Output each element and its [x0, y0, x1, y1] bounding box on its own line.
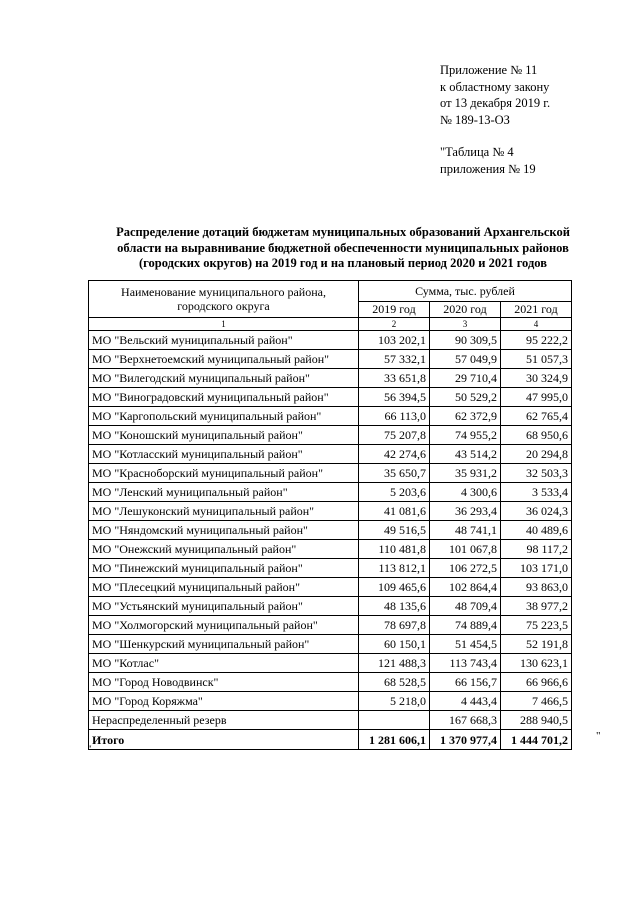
header-name-column: Наименование муниципального района, городского округа — [89, 281, 359, 318]
table-row — [89, 692, 572, 711]
column-index: 2 — [359, 318, 430, 331]
table-appendix-ref: приложения № 19 — [440, 161, 536, 176]
value-2019: 109 465,6 — [359, 578, 430, 597]
municipality-name: МО "Виноградовский муниципальный район" — [89, 388, 359, 407]
municipality-name: МО "Няндомский муниципальный район" — [89, 521, 359, 540]
table-row — [89, 426, 572, 445]
value-2019: 33 651,8 — [359, 369, 430, 388]
table-row — [89, 350, 572, 369]
value-2019: 5 218,0 — [359, 692, 430, 711]
appendix-law-number: № 189-13-ОЗ — [440, 112, 510, 127]
table-row — [89, 559, 572, 578]
value-2021: 38 977,2 — [501, 597, 572, 616]
value-2020: 48 741,1 — [430, 521, 501, 540]
value-2021: 52 191,8 — [501, 635, 572, 654]
header-year-2020: 2020 год — [430, 301, 501, 317]
municipality-name: МО "Город Новодвинск" — [89, 673, 359, 692]
table-row — [89, 673, 572, 692]
municipality-name: МО "Плесецкий муниципальный район" — [89, 578, 359, 597]
table-row — [89, 331, 572, 350]
value-2020: 4 300,6 — [430, 483, 501, 502]
value-2019: 103 202,1 — [359, 331, 430, 350]
value-2021: 66 966,6 — [501, 673, 572, 692]
municipality-name: МО "Котласский муниципальный район" — [89, 445, 359, 464]
value-2019: 56 394,5 — [359, 388, 430, 407]
appendix-header — [440, 62, 630, 177]
title-line-1: Распределение дотаций бюджетам муниципальных образований Архангельской — [116, 225, 570, 239]
value-2019: 78 697,8 — [359, 616, 430, 635]
value-2021: 51 057,3 — [501, 350, 572, 369]
municipality-name: МО "Шенкурский муниципальный район" — [89, 635, 359, 654]
column-index: 3 — [430, 318, 501, 331]
value-2020: 90 309,5 — [430, 331, 501, 350]
value-2021: 75 223,5 — [501, 616, 572, 635]
municipality-name: МО "Устьянский муниципальный район" — [89, 597, 359, 616]
title-line-3: (городских округов) на 2019 год и на плановый период 2020 и 2021 годов — [139, 256, 547, 270]
value-2021: 20 294,8 — [501, 445, 572, 464]
subsidy-table — [88, 280, 572, 750]
municipality-name: Нераспределенный резерв — [89, 711, 359, 730]
value-2020: 101 067,8 — [430, 540, 501, 559]
value-2020: 36 293,4 — [430, 502, 501, 521]
closing-quote: " — [596, 730, 601, 742]
municipality-name: МО "Вельский муниципальный район" — [89, 331, 359, 350]
value-2019: 68 528,5 — [359, 673, 430, 692]
title-line-2: области на выравнивание бюджетной обеспеченности муниципальных районов — [117, 240, 569, 255]
value-2020: 48 709,4 — [430, 597, 501, 616]
value-2021: 103 171,0 — [501, 559, 572, 578]
header-year-2021: 2021 год — [501, 301, 572, 317]
value-2019: 121 488,3 — [359, 654, 430, 673]
value-2021: 93 863,0 — [501, 578, 572, 597]
table-row — [89, 711, 572, 730]
value-2019: 42 274,6 — [359, 445, 430, 464]
value-2019: 113 812,1 — [359, 559, 430, 578]
value-2020: 50 529,2 — [430, 388, 501, 407]
value-2020: 74 889,4 — [430, 616, 501, 635]
value-2019: 49 516,5 — [359, 521, 430, 540]
municipality-name: МО "Красноборский муниципальный район" — [89, 464, 359, 483]
table-row — [89, 654, 572, 673]
value-2020: 57 049,9 — [430, 350, 501, 369]
total-2019: 1 281 606,1 — [359, 730, 430, 750]
value-2020: 62 372,9 — [430, 407, 501, 426]
value-2019: 41 081,6 — [359, 502, 430, 521]
municipality-name: МО "Город Коряжма" — [89, 692, 359, 711]
value-2019: 110 481,8 — [359, 540, 430, 559]
value-2021: 36 024,3 — [501, 502, 572, 521]
appendix-law-date: от 13 декабря 2019 г. — [440, 96, 551, 110]
value-2021: 40 489,6 — [501, 521, 572, 540]
stray-quote-mark: " — [88, 744, 92, 754]
header-sum-column: Сумма, тыс. рублей — [359, 281, 572, 302]
document-title — [100, 225, 586, 272]
table-row — [89, 616, 572, 635]
municipality-name: МО "Каргопольский муниципальный район" — [89, 407, 359, 426]
table-number: "Таблица № 4 — [440, 145, 514, 159]
total-row — [89, 730, 572, 750]
municipality-name: МО "Котлас" — [89, 654, 359, 673]
value-2021: 32 503,3 — [501, 464, 572, 483]
value-2019: 5 203,6 — [359, 483, 430, 502]
value-2019: 75 207,8 — [359, 426, 430, 445]
appendix-law-ref: к областному закону — [440, 79, 550, 94]
value-2019 — [359, 711, 430, 730]
value-2021: 130 623,1 — [501, 654, 572, 673]
value-2021: 47 995,0 — [501, 388, 572, 407]
value-2019: 60 150,1 — [359, 635, 430, 654]
header-year-2019: 2019 год — [359, 301, 430, 317]
value-2021: 288 940,5 — [501, 711, 572, 730]
total-2021: 1 444 701,2 — [501, 730, 572, 750]
column-index: 4 — [501, 318, 572, 331]
municipality-name: МО "Лешуконский муниципальный район" — [89, 502, 359, 521]
value-2021: 30 324,9 — [501, 369, 572, 388]
appendix-number: Приложение № 11 — [440, 63, 538, 77]
value-2021: 68 950,6 — [501, 426, 572, 445]
table-row — [89, 502, 572, 521]
value-2019: 57 332,1 — [359, 350, 430, 369]
value-2019: 48 135,6 — [359, 597, 430, 616]
municipality-name: МО "Вилегодский муниципальный район" — [89, 369, 359, 388]
table-row — [89, 388, 572, 407]
value-2019: 66 113,0 — [359, 407, 430, 426]
value-2020: 29 710,4 — [430, 369, 501, 388]
value-2020: 35 931,2 — [430, 464, 501, 483]
municipality-name: МО "Ленский муниципальный район" — [89, 483, 359, 502]
table-row — [89, 578, 572, 597]
value-2021: 3 533,4 — [501, 483, 572, 502]
table-row — [89, 597, 572, 616]
value-2019: 35 650,7 — [359, 464, 430, 483]
table-row — [89, 635, 572, 654]
value-2020: 4 443,4 — [430, 692, 501, 711]
table-row — [89, 445, 572, 464]
value-2020: 51 454,5 — [430, 635, 501, 654]
value-2020: 102 864,4 — [430, 578, 501, 597]
municipality-name: МО "Онежский муниципальный район" — [89, 540, 359, 559]
value-2020: 43 514,2 — [430, 445, 501, 464]
total-label: Итого — [89, 730, 359, 750]
value-2021: 7 466,5 — [501, 692, 572, 711]
municipality-name: МО "Верхнетоемский муниципальный район" — [89, 350, 359, 369]
value-2020: 66 156,7 — [430, 673, 501, 692]
value-2020: 74 955,2 — [430, 426, 501, 445]
municipality-name: МО "Холмогорский муниципальный район" — [89, 616, 359, 635]
value-2020: 106 272,5 — [430, 559, 501, 578]
table-row — [89, 464, 572, 483]
table-row — [89, 521, 572, 540]
value-2020: 113 743,4 — [430, 654, 501, 673]
total-2020: 1 370 977,4 — [430, 730, 501, 750]
table-row — [89, 407, 572, 426]
value-2021: 98 117,2 — [501, 540, 572, 559]
value-2021: 95 222,2 — [501, 331, 572, 350]
value-2020: 167 668,3 — [430, 711, 501, 730]
table-row — [89, 483, 572, 502]
value-2021: 62 765,4 — [501, 407, 572, 426]
column-index: 1 — [89, 318, 359, 331]
table-row — [89, 540, 572, 559]
municipality-name: МО "Коношский муниципальный район" — [89, 426, 359, 445]
municipality-name: МО "Пинежский муниципальный район" — [89, 559, 359, 578]
table-row — [89, 369, 572, 388]
